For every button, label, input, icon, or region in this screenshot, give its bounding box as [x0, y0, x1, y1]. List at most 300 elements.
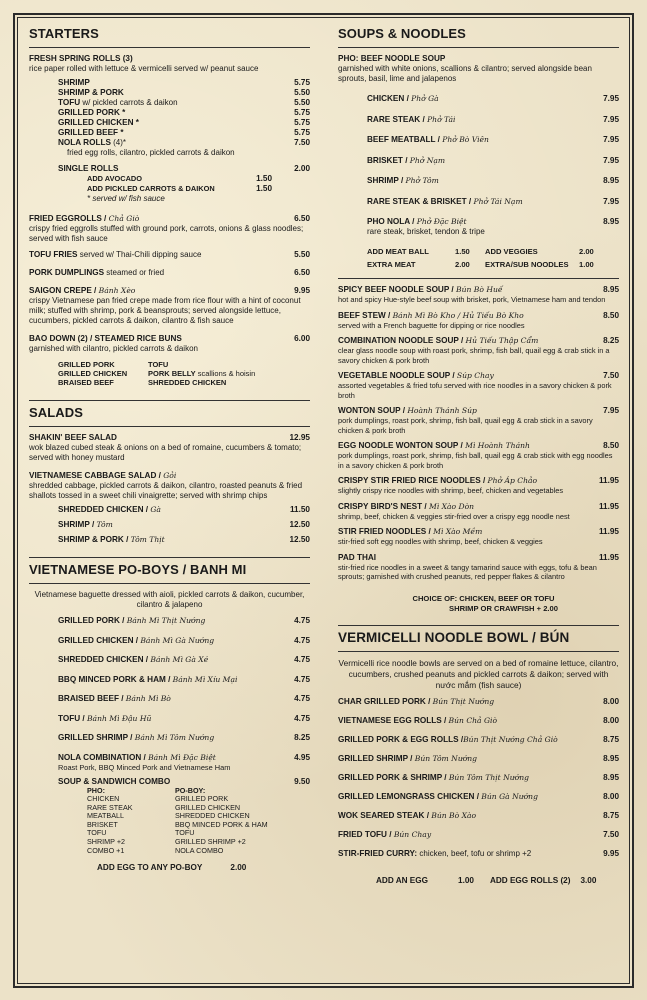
item-name: CRISPY STIR FRIED RICE NOODLES / — [338, 476, 488, 485]
pho-item-row — [338, 94, 619, 104]
item-price: 8.25 — [294, 733, 310, 742]
item-name: BEEF MEATBALL / — [367, 135, 443, 144]
item-price: 8.50 — [603, 441, 619, 450]
pho-item-row — [338, 135, 619, 145]
item-price: 7.50 — [603, 829, 619, 839]
item-label — [367, 197, 523, 207]
soup-item-row — [338, 553, 619, 563]
option-price: 5.75 — [294, 118, 310, 127]
combo-options — [29, 795, 310, 855]
spring-roll-options — [29, 78, 310, 148]
add-egg-price: 1.00 — [458, 875, 474, 885]
bao-option-row — [29, 378, 310, 387]
option-name: SHRIMP / — [58, 520, 97, 529]
pho-item-row — [338, 197, 619, 207]
add-eggrolls-price: 3.00 — [580, 875, 597, 885]
combo-poboy-option: BBQ MINCED PORK & HAM — [175, 819, 268, 829]
bao-desc: garnished with cilantro, pickled carrots & daikon — [29, 344, 198, 353]
item-price: 4.75 — [294, 635, 310, 645]
item-viet: Hủ Tiếu Thập Cẩm — [465, 336, 539, 345]
item-desc: stir-fried rice noodles in a sweet & tangy tamarind sauce with eggs, tofu & bean sprouts; garnished with crushed peanuts, red pepper flakes & cilantro — [338, 562, 597, 581]
soup-item — [338, 476, 619, 496]
item-price: 4.75 — [294, 713, 310, 723]
divider — [338, 651, 619, 652]
cabbage-option-row — [29, 520, 310, 530]
pho-item-row — [338, 115, 619, 125]
item-viet: Bánh Mì Gà Xé — [150, 655, 209, 664]
item-label — [58, 655, 208, 665]
item-name: EGG NOODLE WONTON SOUP / — [338, 441, 466, 450]
item-name: GRILLED PORK / — [58, 616, 127, 625]
item-viet: Bún Thịt Nướng Chả Giò — [463, 734, 558, 744]
option-name: TOFU — [58, 98, 81, 107]
item-viet: Phở Tái Nạm — [473, 196, 523, 206]
item-label — [58, 616, 205, 626]
fried-eggrolls-row: FRIED EGGROLLS / Chả Giò 6.50 — [29, 214, 310, 223]
bao-row: BAO DOWN (2) / STEAMED RICE BUNS 6.00 — [29, 334, 310, 343]
combo-poboy-option: GRILLED CHICKEN — [175, 802, 241, 812]
item-price: 4.75 — [294, 655, 310, 664]
soup-sandwich-combo-row: SOUP & SANDWICH COMBO 9.50 — [58, 776, 310, 786]
option-name: SHRIMP & PORK / — [58, 535, 131, 544]
section-title-vermicelli: VERMICELLI NOODLE BOWL / BÚN — [338, 629, 570, 645]
option-price: 5.75 — [294, 128, 310, 137]
item-label — [338, 502, 474, 512]
vermicelli-desc: Vermicelli rice noodle bowls are served on a bed of romaine lettuce, cilantro, cucumbers, crushed peanuts and pickled carrots & daikon; served with nước mắm (fish sauce) — [338, 657, 619, 690]
addon-name: ADD AVOCADO — [87, 174, 143, 183]
option-price: 12.50 — [289, 520, 310, 529]
single-rolls-row: SINGLE ROLLS 2.00 — [58, 164, 310, 173]
item-name: SPICY BEEF NOODLE SOUP / — [338, 285, 456, 294]
spring-roll-option — [29, 118, 310, 128]
item-desc: slightly crispy rice noodles with shrimp, beef, chicken and vegetables — [338, 486, 564, 495]
soup-item-row — [338, 336, 619, 346]
item-name: WONTON SOUP / — [338, 406, 408, 415]
option-label — [58, 78, 90, 88]
option-price: 12.50 — [289, 535, 310, 544]
item-price: 8.95 — [603, 772, 619, 782]
combo-pho-option: COMBO +1 — [87, 845, 125, 855]
item-viet: Súp Chay — [456, 371, 494, 380]
option-name: SHRIMP & PORK — [58, 88, 124, 97]
left-column — [29, 26, 310, 873]
item-name: GRILLED SHRIMP / — [338, 753, 415, 763]
item-viet: Bún Thịt Nướng — [432, 696, 495, 706]
item-label — [338, 754, 477, 764]
soup-item-row — [338, 476, 619, 486]
add-eggrolls-label: ADD EGG ROLLS (2) — [489, 875, 571, 885]
item-viet: Hoành Thánh Súp — [407, 406, 477, 415]
combo-poboy-option: NOLA COMBO — [175, 845, 224, 855]
bao-option — [148, 360, 298, 369]
item-price: 7.50 — [603, 371, 619, 380]
item-label — [338, 441, 530, 451]
right-column — [338, 26, 619, 886]
item-viet: Bánh Mì Thịt Nướng — [126, 616, 206, 625]
item-label — [338, 527, 482, 537]
soup-item-row — [338, 285, 619, 295]
item-price: 7.95 — [603, 155, 619, 165]
option-viet: Tôm Thịt — [130, 535, 165, 544]
item-price: 4.75 — [294, 694, 310, 703]
section-title-starters: STARTERS — [29, 26, 99, 41]
item-label — [367, 135, 489, 145]
item-label — [58, 714, 151, 724]
section-title-soups: SOUPS & NOODLES — [338, 26, 466, 41]
item-label — [338, 773, 529, 783]
combo-pho-option: MEATBALL — [87, 811, 125, 821]
section-title-banhmi: VIETNAMESE PO-BOYS / BANH MI — [29, 562, 247, 577]
item-price: 8.95 — [603, 285, 619, 294]
option-label — [58, 118, 139, 128]
bao-option — [148, 378, 298, 387]
vermicelli-item-row — [338, 773, 619, 783]
item-label — [58, 636, 214, 646]
option-name: SHRIMP — [58, 78, 90, 87]
soup-item — [338, 441, 619, 470]
item-desc: shrimp, beef, chicken & veggies stir-fried over a crispy egg noodle nest — [338, 511, 570, 521]
item-name: GRILLED SHRIMP / — [58, 733, 135, 742]
addon-price: 1.50 — [455, 247, 470, 256]
addon-row — [29, 184, 310, 194]
item-viet: Bún Bò Xào — [431, 810, 477, 820]
item-viet: Phở Áp Chảo — [487, 476, 538, 485]
nola-rolls-desc: fried egg rolls, cilantro, pickled carrots & daikon — [67, 148, 235, 157]
option-price: 5.50 — [294, 98, 310, 107]
item-viet: Bánh Mì Gà Nướng — [140, 635, 215, 645]
combo-poboy-option: GRILLED PORK — [175, 794, 229, 804]
spring-rolls-name: FRESH SPRING ROLLS (3) — [29, 54, 133, 63]
item-name: STIR FRIED NOODLES / — [338, 527, 434, 536]
item-name: CRISPY BIRD'S NEST / — [338, 501, 429, 511]
fried-eggrolls-desc: crispy fried eggrolls stuffed with ground pork, carrots, onions & glass noodles; served with fish sauce — [29, 224, 304, 243]
spring-rolls-desc: rice paper rolled with lettuce & vermicelli served w/ peanut sauce — [29, 64, 259, 73]
item-name: VIETNAMESE EGG ROLLS / — [338, 715, 449, 725]
item-name: FRIED TOFU / — [338, 829, 394, 839]
item-label — [338, 716, 497, 726]
item-desc: clear glass noodle soup with roast pork, shrimp, fish ball, quail egg & crab stick in a savory chicken & pork broth — [338, 346, 610, 365]
soup-item-row — [338, 441, 619, 451]
item-desc: pork dumplings, roast pork, shrimp, fish ball, quail egg & crab stick in a savory chicken & pork broth — [338, 416, 593, 435]
bao-option-name: SHREDDED CHICKEN — [148, 378, 227, 387]
item-label — [338, 553, 376, 563]
divider — [29, 426, 310, 427]
poboy-heading: PO-BOY: — [175, 785, 206, 795]
item-label — [58, 694, 171, 704]
item-desc: served with a French baguette for dipping or rice noodles — [338, 320, 525, 330]
item-viet: Bánh Mì Xíu Mại — [172, 674, 238, 684]
item-price: 8.25 — [603, 336, 619, 345]
spring-roll-option — [29, 78, 310, 88]
item-viet: Bánh Mì Bò — [125, 694, 171, 703]
spring-roll-option — [29, 108, 310, 118]
item-viet: Bún Chay — [393, 829, 432, 839]
divider — [338, 47, 619, 48]
item-viet: Phở Bò Viên — [442, 135, 489, 144]
vermicelli-item-row — [338, 849, 619, 859]
vermicelli-item-row — [338, 754, 619, 764]
option-label — [58, 520, 113, 530]
item-viet: Mì Xào Dòn — [428, 501, 475, 511]
item-label — [338, 476, 537, 486]
vermicelli-items — [338, 697, 619, 859]
item-name: CHAR GRILLED PORK / — [338, 696, 433, 706]
addon-name: ADD VEGGIES — [485, 247, 538, 256]
banhmi-item-row — [29, 733, 310, 743]
item-name: GRILLED LEMONGRASS CHICKEN / — [338, 791, 482, 801]
item-name: STIR-FRIED CURRY: — [338, 848, 420, 858]
banhmi-item-row — [29, 694, 310, 704]
tofu-fries-row: TOFU FRIES served w/ Thai-Chili dipping sauce 5.50 — [29, 250, 310, 259]
pho-item-row — [338, 176, 619, 186]
divider — [29, 400, 310, 401]
item-desc: stir-fried soft egg noodles with shrimp, beef, chicken & veggies — [338, 537, 543, 546]
spring-roll-option — [29, 128, 310, 138]
vermicelli-item-row — [338, 792, 619, 802]
item-viet: Bún Gà Nướng — [481, 791, 538, 801]
pork-dumplings-row: PORK DUMPLINGS steamed or fried 6.50 — [29, 268, 310, 277]
item-price: 11.95 — [598, 501, 619, 511]
item-viet: Phở Nạm — [409, 155, 446, 165]
addon-price: 2.00 — [455, 260, 470, 269]
item-price: 7.95 — [603, 135, 619, 144]
cabbage-option-row — [29, 535, 310, 545]
combo-pho-option: RARE STEAK — [87, 802, 133, 812]
addon-price: 1.00 — [579, 260, 594, 269]
item-price: 7.95 — [603, 406, 619, 415]
item-label — [338, 811, 476, 821]
item-viet: Bánh Mì Đậu Hũ — [86, 713, 152, 723]
divider — [338, 278, 619, 279]
option-label — [58, 535, 165, 545]
addon-name: EXTRA MEAT — [367, 260, 416, 269]
item-price: 11.95 — [598, 476, 619, 485]
item-price: 8.00 — [603, 791, 619, 801]
option-price: 5.75 — [294, 78, 310, 87]
item-viet: Bún Tôm Thịt Nướng — [448, 772, 529, 782]
item-viet: Mì Xào Mềm — [433, 527, 483, 536]
option-label — [58, 128, 124, 138]
option-viet: Gà — [150, 505, 161, 514]
bao-option: BRAISED BEEF — [58, 378, 114, 387]
single-note: * served w/ fish sauce — [87, 194, 165, 203]
item-price: 8.95 — [603, 176, 619, 185]
soup-item-row — [338, 406, 619, 416]
item-price: 4.75 — [294, 674, 310, 684]
item-desc: chicken, beef, tofu or shrimp +2 — [419, 848, 532, 858]
cabbage-option-row — [29, 505, 310, 515]
option-price: 11.50 — [289, 505, 310, 514]
item-price: 8.75 — [603, 810, 619, 820]
soup-item-row — [338, 311, 619, 321]
combo-poboy-option: GRILLED SHRIMP +2 — [175, 837, 246, 847]
soup-item — [338, 311, 619, 331]
cabbage-salad-desc: shredded cabbage, pickled carrots & daikon, cilantro, roasted peanuts & fried shallots tossed in a sweet chili vinaigrette; served with shrimp chips — [29, 481, 303, 500]
addon-price: 1.50 — [256, 184, 272, 193]
item-name: WOK SEARED STEAK / — [338, 810, 432, 820]
section-title-salads: SALADS — [29, 405, 84, 420]
pho-heading: PHO: — [87, 785, 105, 795]
soup-item — [338, 553, 619, 582]
item-label — [338, 371, 494, 381]
vermicelli-item-row — [338, 735, 619, 745]
bao-option-name: TOFU — [148, 360, 169, 369]
item-label — [338, 849, 531, 859]
item-viet: Bún Bò Huế — [456, 285, 503, 294]
item-viet: Mì Hoành Thánh — [465, 441, 530, 450]
item-label — [338, 830, 431, 840]
banhmi-items — [29, 616, 310, 743]
item-label — [338, 697, 494, 707]
item-desc: assorted vegetables & fried tofu served with rice noodles in a savory chicken & pork broth — [338, 381, 612, 400]
pho-items — [338, 94, 619, 207]
bao-option — [148, 369, 298, 378]
item-price: 11.95 — [598, 552, 619, 562]
option-name: GRILLED CHICKEN * — [58, 118, 139, 127]
choice-line-2: SHRIMP OR CRAWFISH + 2.00 — [449, 603, 558, 613]
item-price: 8.95 — [603, 753, 619, 763]
bao-option-name: PORK BELLY — [148, 369, 196, 378]
item-price: 8.75 — [603, 734, 619, 744]
bao-option-row — [29, 360, 310, 369]
add-egg-row: ADD EGG TO ANY PO-BOY 2.00 — [97, 863, 247, 873]
item-name: GRILLED PORK & EGG ROLLS / — [338, 734, 464, 744]
item-desc: hot and spicy Hue-style beef soup with brisket, pork, Vietnamese ham and tendon — [338, 295, 606, 304]
item-label — [367, 115, 455, 125]
bao-option: GRILLED PORK — [58, 360, 115, 369]
addon-name: EXTRA/SUB NOODLES — [485, 260, 569, 269]
pho-nola-desc: rare steak, brisket, tendon & tripe — [367, 227, 485, 236]
addon-price: 1.50 — [256, 174, 272, 183]
option-label — [58, 88, 124, 98]
divider — [338, 625, 619, 626]
cabbage-salad-row: VIETNAMESE CABBAGE SALAD / Gỏi — [29, 471, 177, 480]
option-name: SHREDDED CHICKEN / — [58, 505, 151, 514]
item-name: BRAISED BEEF / — [58, 694, 126, 703]
item-label — [338, 336, 538, 346]
nola-combo-desc: Roast Pork, BBQ Minced Pork and Vietnamese Ham — [58, 762, 231, 772]
soup-items — [338, 285, 619, 582]
option-label — [58, 98, 178, 108]
divider — [29, 583, 310, 584]
vermicelli-item-row — [338, 830, 619, 840]
pho-item-row — [338, 156, 619, 166]
option-name: GRILLED BEEF * — [58, 128, 124, 137]
shakin-beef-desc: wok blazed cubed steak & onions on a bed of romaine, cucumbers & tomato; served with honey mustard — [29, 443, 302, 462]
option-label — [58, 505, 161, 515]
addon-row — [29, 174, 310, 184]
item-viet: Bánh Mì Bò Kho / Hủ Tiếu Bò Kho — [392, 310, 524, 320]
item-viet: Phở Tôm — [405, 176, 439, 185]
soup-item-row — [338, 527, 619, 537]
item-label — [338, 285, 503, 295]
item-name: TOFU / — [58, 713, 87, 723]
banhmi-desc: Vietnamese baguette dressed with aioli, pickled carrots & daikon, cucumber, cilantro & jalapeno — [34, 590, 305, 609]
item-name: GRILLED CHICKEN / — [58, 635, 141, 645]
addon-price: 2.00 — [579, 247, 594, 256]
option-label — [58, 138, 126, 148]
soup-item — [338, 285, 619, 305]
combo-pho-option: BRISKET — [87, 819, 118, 829]
banhmi-item-row — [29, 675, 310, 685]
item-label — [367, 156, 445, 166]
item-viet: Phở Gà — [411, 94, 439, 103]
combo-pho-option: TOFU — [87, 828, 107, 838]
item-label — [58, 675, 237, 685]
combo-table — [29, 787, 310, 796]
item-name: RARE STEAK & BRISKET / — [367, 196, 474, 206]
item-label — [367, 176, 439, 186]
item-label — [367, 94, 439, 104]
vermicelli-item-row — [338, 697, 619, 707]
soup-item — [338, 527, 619, 547]
option-desc: (4)* — [110, 138, 127, 147]
cabbage-options — [29, 505, 310, 545]
bao-option-desc: scallions & hoisin — [195, 369, 256, 378]
item-name: BEEF STEW / — [338, 310, 393, 320]
combo-pho-option: CHICKEN — [87, 794, 120, 804]
addon-name: ADD MEAT BALL — [367, 247, 429, 256]
vermicelli-addons — [338, 876, 619, 886]
banhmi-item-row — [29, 616, 310, 626]
option-desc: w/ pickled carrots & daikon — [80, 98, 178, 107]
combo-poboy-option: TOFU — [175, 828, 195, 838]
soup-item-row — [338, 371, 619, 381]
option-price: 5.50 — [294, 88, 310, 97]
spring-roll-option — [29, 138, 310, 148]
option-price: 7.50 — [294, 138, 310, 147]
combo-pho-option: SHRIMP +2 — [87, 837, 126, 847]
pho-addon-row — [338, 258, 619, 271]
item-viet: Bún Tôm Nướng — [414, 753, 478, 763]
banhmi-item-row — [29, 655, 310, 665]
item-price: 7.95 — [603, 114, 619, 124]
option-label — [58, 108, 125, 118]
bao-options — [29, 360, 310, 387]
item-label — [338, 311, 524, 321]
item-name: PAD THAI — [338, 552, 377, 562]
item-price: 9.95 — [603, 848, 619, 858]
pho-addon-row — [338, 245, 619, 258]
option-price: 5.75 — [294, 108, 310, 117]
spring-roll-option — [29, 98, 310, 108]
pho-desc: garnished with white onions, scallions & cilantro; served alongside bean sprouts, basil, lime and jalapenos — [338, 64, 592, 83]
item-label — [338, 406, 477, 416]
item-price: 7.95 — [603, 94, 619, 103]
item-name: COMBINATION NOODLE SOUP / — [338, 336, 466, 345]
item-label — [58, 733, 214, 743]
item-label — [338, 792, 538, 802]
banhmi-item-row — [29, 714, 310, 724]
item-price: 4.75 — [294, 616, 310, 625]
item-viet: Phở Tái — [427, 114, 456, 124]
nola-combo-row: NOLA COMBINATION / Bánh Mì Đặc Biệt 4.95 — [58, 752, 310, 762]
saigon-crepe-row: SAIGON CREPE / Bánh Xèo 9.95 — [29, 286, 310, 295]
item-viet: Bún Chả Giò — [448, 715, 498, 725]
pho-name: PHO: BEEF NOODLE SOUP — [338, 54, 446, 63]
item-price: 7.95 — [603, 196, 619, 206]
item-name: SHREDDED CHICKEN / — [58, 655, 151, 664]
combo-poboy-option: SHREDDED CHICKEN — [175, 811, 250, 821]
item-name: GRILLED PORK & SHRIMP / — [338, 772, 449, 782]
soup-item — [338, 406, 619, 435]
item-price: 11.95 — [598, 527, 619, 536]
option-name: NOLA ROLLS — [58, 138, 111, 147]
add-egg-label: ADD AN EGG — [376, 875, 429, 885]
bao-option: GRILLED CHICKEN — [58, 369, 128, 378]
soup-item — [338, 371, 619, 400]
spring-roll-option — [29, 88, 310, 98]
